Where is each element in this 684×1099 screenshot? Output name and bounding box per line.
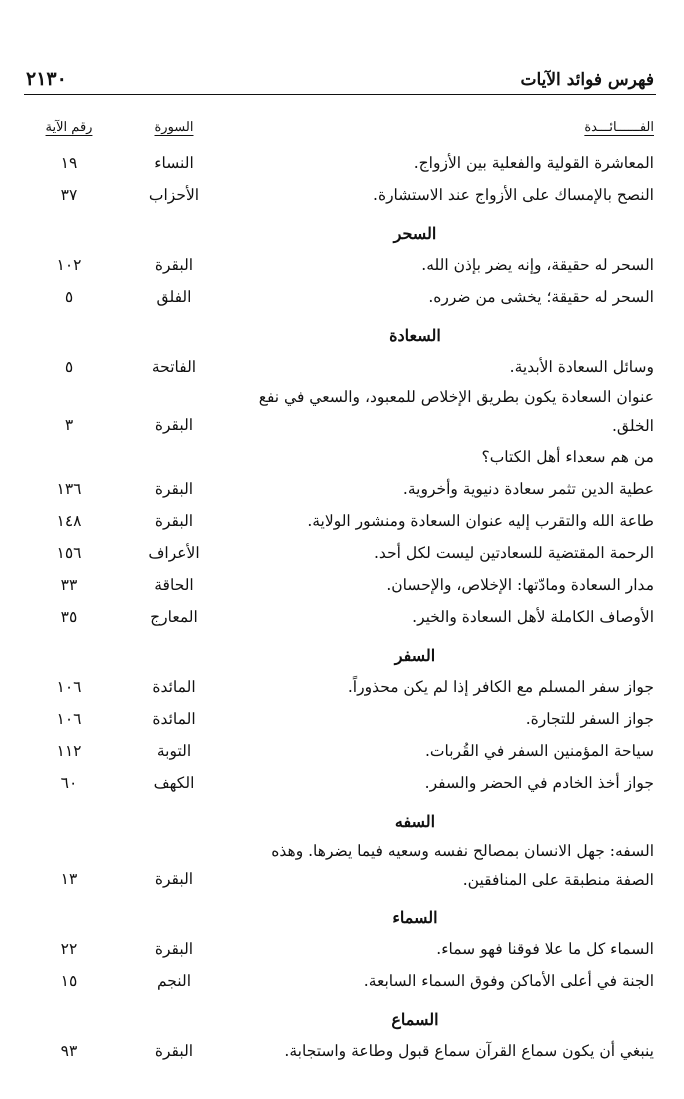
index-row — [24, 933, 656, 965]
running-head-title: فهرس فوائد الآيات — [520, 70, 654, 90]
verse-number: ٣٥ — [60, 608, 78, 626]
index-row — [24, 601, 656, 633]
surah-name: النساء — [154, 154, 194, 172]
benefit-text: عنوان السعادة يكون بطريق الإخلاص للمعبود، والسعي في نفع الخلق. — [258, 388, 654, 435]
benefit-text: الأوصاف الكاملة لأهل السعادة والخير. — [412, 608, 654, 626]
section-heading: السفه — [394, 812, 436, 831]
surah-name: البقرة — [154, 940, 194, 958]
benefit-text: السحر له حقيقة، وإنه يضر بإذن الله. — [421, 256, 654, 274]
benefit-text: عطية الدين تثمر سعادة دنيوية وأخروية. — [402, 480, 654, 498]
benefit-text: سياحة المؤمنين السفر في القُربات. — [425, 742, 654, 760]
verse-number: ٣ — [64, 416, 74, 434]
index-row — [24, 179, 656, 211]
surah-name: المائدة — [152, 710, 196, 728]
index-row — [24, 837, 656, 895]
surah-name: الأحزاب — [148, 186, 200, 204]
section-heading: السفر — [394, 646, 436, 665]
index-row — [24, 569, 656, 601]
surah-name: البقرة — [154, 512, 194, 530]
benefit-text: جواز سفر المسلم مع الكافر إذا لم يكن محذوراً. — [347, 678, 654, 696]
surah-name: البقرة — [154, 416, 194, 434]
index-row — [24, 147, 656, 179]
surah-name: البقرة — [154, 480, 194, 498]
benefit-text: السفه: جهل الانسان بمصالح نفسه وسعيه فيما يضرها. وهذه الصفة منطبقة على المنافقين. — [271, 842, 654, 889]
column-header-benefit: الفــــــائـــدة — [584, 119, 654, 135]
section-heading: السعادة — [389, 326, 441, 345]
benefit-text: الرحمة المقتضية للسعادتين ليست لكل أحد. — [374, 544, 654, 562]
index-row — [24, 735, 656, 767]
index-row — [24, 441, 656, 473]
page-number: ٢١٣٠ — [26, 68, 67, 90]
index-entries — [24, 147, 656, 1067]
section-heading: السماء — [392, 908, 438, 927]
verse-number: ١٥ — [60, 972, 78, 990]
surah-name: النجم — [156, 972, 192, 990]
index-row — [24, 505, 656, 537]
benefit-text: السحر له حقيقة؛ يخشى من ضرره. — [428, 288, 654, 306]
index-row — [24, 965, 656, 997]
benefit-text: ينبغي أن يكون سماع القرآن سماع قبول وطاعة واستجابة. — [284, 1042, 654, 1060]
verse-number: ١١٢ — [56, 742, 82, 760]
surah-name: البقرة — [154, 256, 194, 274]
surah-name: المعارج — [150, 608, 198, 626]
surah-name: الفلق — [156, 288, 192, 306]
benefit-text: طاعة الله والتقرب إليه عنوان السعادة ومنشور الولاية. — [307, 512, 654, 530]
verse-number: ٢٢ — [60, 940, 78, 958]
verse-number: ١٠٢ — [56, 256, 82, 274]
index-row — [24, 671, 656, 703]
index-row — [24, 383, 656, 441]
index-page — [24, 60, 656, 1067]
benefit-text: السماء كل ما علا فوقنا فهو سماء. — [436, 940, 654, 958]
column-header-surah: السورة — [154, 119, 194, 135]
verse-number: ١٠٦ — [56, 710, 82, 728]
column-headers — [24, 107, 656, 147]
section-heading: السحر — [393, 224, 437, 243]
verse-number: ١٩ — [60, 154, 78, 172]
index-row — [24, 537, 656, 569]
surah-name: المائدة — [152, 678, 196, 696]
running-head — [24, 60, 656, 95]
verse-number: ١٤٨ — [56, 512, 82, 530]
index-row — [24, 767, 656, 799]
benefit-text: جواز السفر للتجارة. — [525, 710, 654, 728]
surah-name: التوبة — [156, 742, 192, 760]
verse-number: ٥ — [64, 288, 74, 306]
surah-name: الكهف — [153, 774, 195, 792]
index-row — [24, 249, 656, 281]
surah-name: البقرة — [154, 1042, 194, 1060]
verse-number: ٩٣ — [60, 1042, 78, 1060]
verse-number: ٣٣ — [60, 576, 78, 594]
verse-number: ٥ — [64, 358, 74, 376]
surah-name: البقرة — [154, 870, 194, 888]
surah-name: الفاتحة — [151, 358, 197, 376]
section-heading: السماع — [391, 1010, 439, 1029]
verse-number: ٦٠ — [60, 774, 78, 792]
verse-number: ١٥٦ — [56, 544, 82, 562]
benefit-text: المعاشرة القولية والفعلية بين الأزواج. — [413, 154, 654, 172]
verse-number: ٣٧ — [60, 186, 78, 204]
benefit-text: وسائل السعادة الأبدية. — [509, 358, 654, 376]
verse-number: ١٣ — [60, 870, 78, 888]
index-row — [24, 473, 656, 505]
verse-number: ١٣٦ — [56, 480, 82, 498]
benefit-text: مدار السعادة ومادّتها: الإخلاص، والإحسان. — [386, 576, 654, 594]
benefit-text: جواز أخذ الخادم في الحضر والسفر. — [424, 774, 654, 792]
surah-name: الأعراف — [148, 544, 200, 562]
column-header-verse-number: رقم الآية — [45, 119, 93, 135]
index-row — [24, 281, 656, 313]
verse-number: ١٠٦ — [56, 678, 82, 696]
surah-name: الحاقة — [154, 576, 194, 594]
benefit-text: الجنة في أعلى الأماكن وفوق السماء السابعة. — [363, 972, 654, 990]
index-row — [24, 1035, 656, 1067]
index-row — [24, 703, 656, 735]
benefit-text: من هم سعداء أهل الكتاب؟ — [481, 448, 654, 466]
index-row — [24, 351, 656, 383]
benefit-text: النصح بالإمساك على الأزواج عند الاستشارة. — [373, 186, 654, 204]
